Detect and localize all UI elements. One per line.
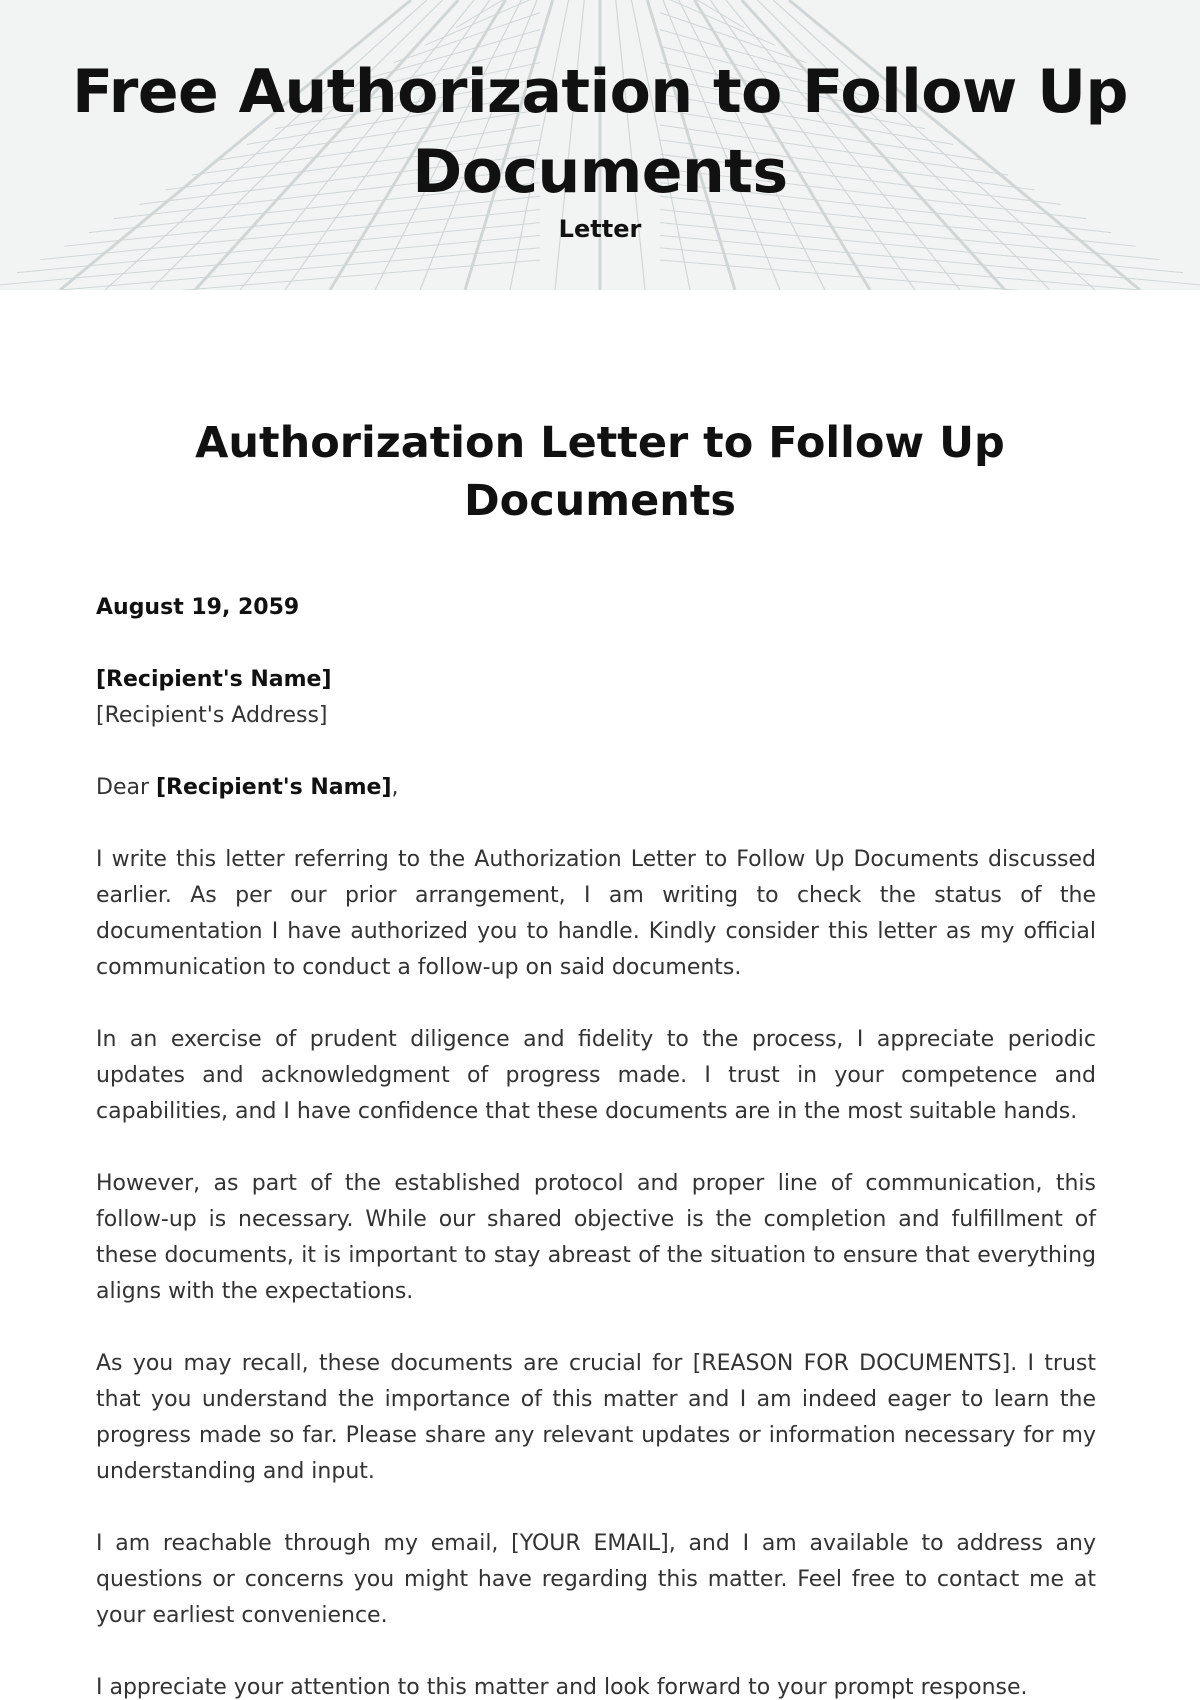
- salutation-suffix: ,: [391, 775, 399, 800]
- recipient-block: [96, 662, 1096, 734]
- paragraph-6: I appreciate your attention to this matter and look forward to your prompt response.: [96, 1675, 1028, 1700]
- recipient-address: [Recipient's Address]: [96, 703, 328, 728]
- paragraph-5: I am reachable through my email, [YOUR EMAIL], and I am available to address any questions or concerns you might have regarding this matter. Feel free to contact me at your earliest convenience.: [96, 1531, 1096, 1628]
- letter-body: [96, 590, 1096, 1700]
- paragraph-1: I write this letter referring to the Authorization Letter to Follow Up Documents discussed earlier. As per our prior arrangement, I am writing to check the status of the documentation I have authorized you to handle. Kindly consider this letter as my official communication to conduct a follow-up on said documents.: [96, 847, 1096, 980]
- document-title: Authorization Letter to Follow Up Documents: [195, 418, 1005, 526]
- banner-subtitle: Letter: [558, 215, 642, 243]
- paragraph-2: In an exercise of prudent diligence and fidelity to the process, I appreciate periodic updates and acknowledgment of progress made. I trust in your competence and capabilities, and I have confidence that these documents are in the most suitable hands.: [96, 1027, 1096, 1124]
- banner-title: Free Authorization to Follow Up Documents: [72, 57, 1128, 207]
- paragraph-4: As you may recall, these documents are crucial for [REASON FOR DOCUMENTS]. I trust that you understand the importance of this matter and I am indeed eager to learn the progress made so far. Please share any relevant updates or information necessary for my understanding and input.: [96, 1351, 1096, 1484]
- recipient-name: [Recipient's Name]: [96, 667, 332, 692]
- salutation-prefix: Dear: [96, 775, 156, 800]
- letter-date: August 19, 2059: [96, 595, 300, 620]
- header-banner: [0, 0, 1200, 290]
- salutation-name: [Recipient's Name]: [156, 775, 392, 800]
- paragraph-3: However, as part of the established protocol and proper line of communication, this follow-up is necessary. While our shared objective is the completion and fulfillment of these documents, it is important to stay abreast of the situation to ensure that everything aligns with the expectations.: [96, 1171, 1096, 1304]
- salutation: [96, 770, 1096, 806]
